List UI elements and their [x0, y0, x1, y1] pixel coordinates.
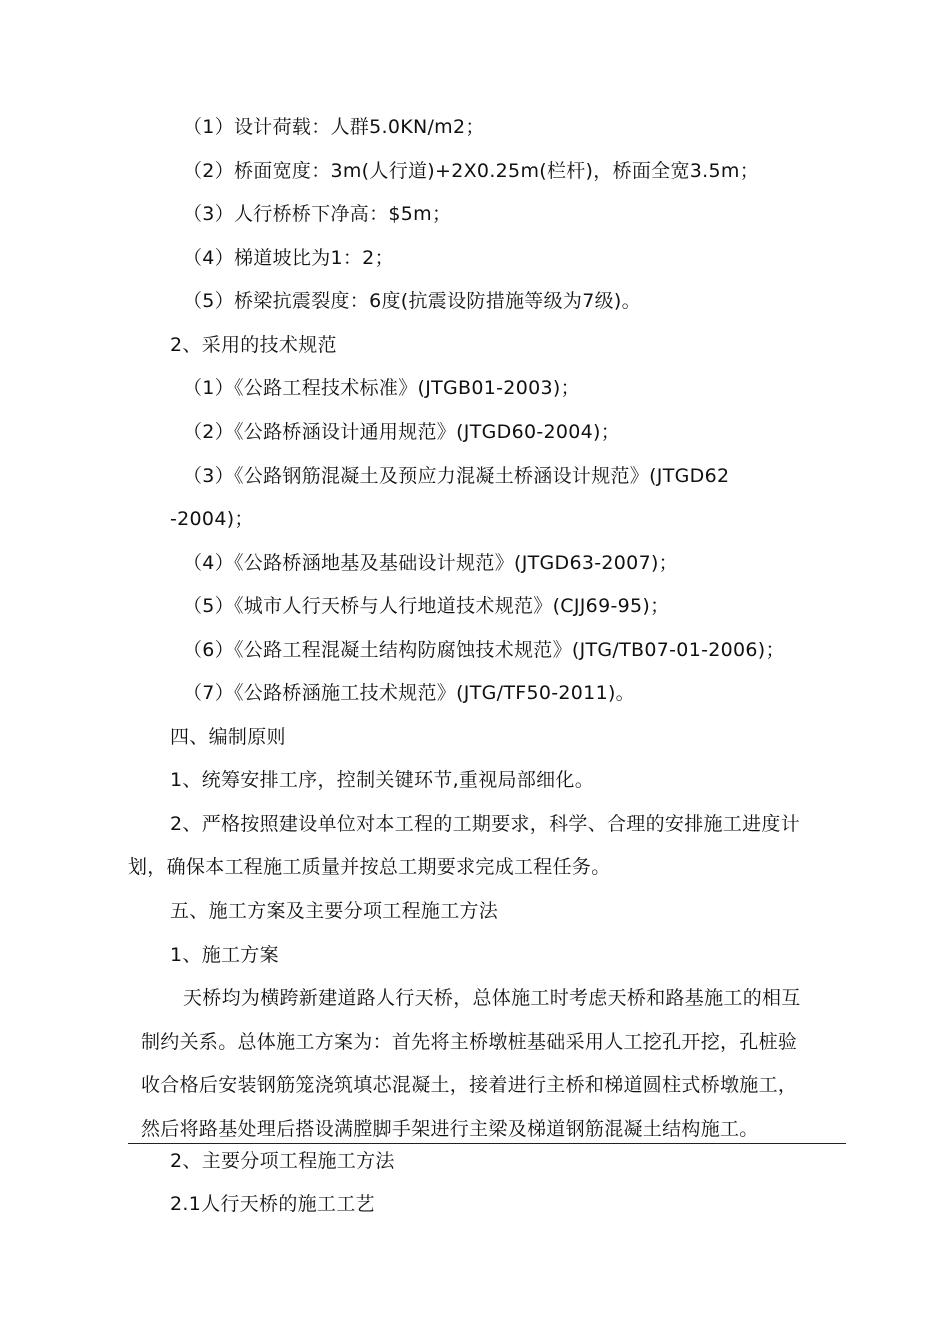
standard-item-2: （2）《公路桥涵设计通用规范》(JTGD60-2004)；	[183, 421, 621, 443]
plan-paragraph-line-3: 收合格后安装钢筋笼浇筑填芯混凝土，接着进行主桥和梯道圆柱式桥墩施工，	[141, 1074, 798, 1096]
design-param-clearance: （3）人行桥桥下净高：$5m；	[183, 203, 452, 225]
design-param-seismic: （5）桥梁抗震裂度：6度(抗震设防措施等级为7级)。	[183, 290, 641, 312]
principle-2-continued: 划，确保本工程施工质量并按总工期要求完成工程任务。	[128, 856, 611, 878]
standard-item-5: （5）《城市人行天桥与人行地道技术规范》(CJJ69-95)；	[183, 595, 670, 617]
standard-item-7: （7）《公路桥涵施工技术规范》(JTG/TF50-2011)。	[183, 682, 635, 704]
plan-paragraph-line-1: 天桥均为横跨新建道路人行天桥，总体施工时考虑天桥和路基施工的相互	[183, 987, 801, 1009]
standard-item-6: （6）《公路工程混凝土结构防腐蚀技术规范》(JTG/TB07-01-2006)；	[183, 639, 785, 661]
standard-item-1: （1）《公路工程技术标准》(JTGB01-2003)；	[183, 377, 580, 399]
subheading-construction-plan: 1、施工方案	[170, 944, 279, 966]
design-param-width: （2）桥面宽度：3m(人行道)+2X0.25m(栏杆)，桥面全宽3.5m；	[183, 160, 759, 182]
design-param-load: （1）设计荷载：人群5.0KN/m2；	[183, 116, 485, 138]
plan-paragraph-line-4: 然后将路基处理后搭设满膛脚手架进行主梁及梯道钢筋混凝土结构施工。	[141, 1118, 759, 1140]
standard-item-3: （3）《公路钢筋混凝土及预应力混凝土桥涵设计规范》(JTGD62	[183, 465, 730, 487]
section-heading-construction: 五、施工方案及主要分项工程施工方法	[170, 900, 499, 922]
horizontal-divider	[128, 1143, 846, 1144]
standard-item-4: （4）《公路桥涵地基及基础设计规范》(JTGD63-2007)；	[183, 552, 678, 574]
section-heading-principles: 四、编制原则	[170, 726, 286, 748]
principle-1: 1、统筹安排工序，控制关键环节,重视局部细化。	[170, 769, 595, 791]
principle-2: 2、严格按照建设单位对本工程的工期要求，科学、合理的安排施工进度计	[170, 813, 800, 835]
plan-paragraph-line-2: 制约关系。总体施工方案为：首先将主桥墩桩基础采用人工挖孔开挖，孔桩验	[141, 1031, 798, 1053]
design-param-slope: （4）梯道坡比为1：2；	[183, 247, 394, 269]
standard-item-3-continued: -2004)；	[170, 508, 254, 530]
section-heading-standards: 2、采用的技术规范	[170, 334, 337, 356]
subheading-bridge-process: 2.1人行天桥的施工工艺	[170, 1193, 375, 1215]
subheading-methods: 2、主要分项工程施工方法	[170, 1150, 395, 1172]
